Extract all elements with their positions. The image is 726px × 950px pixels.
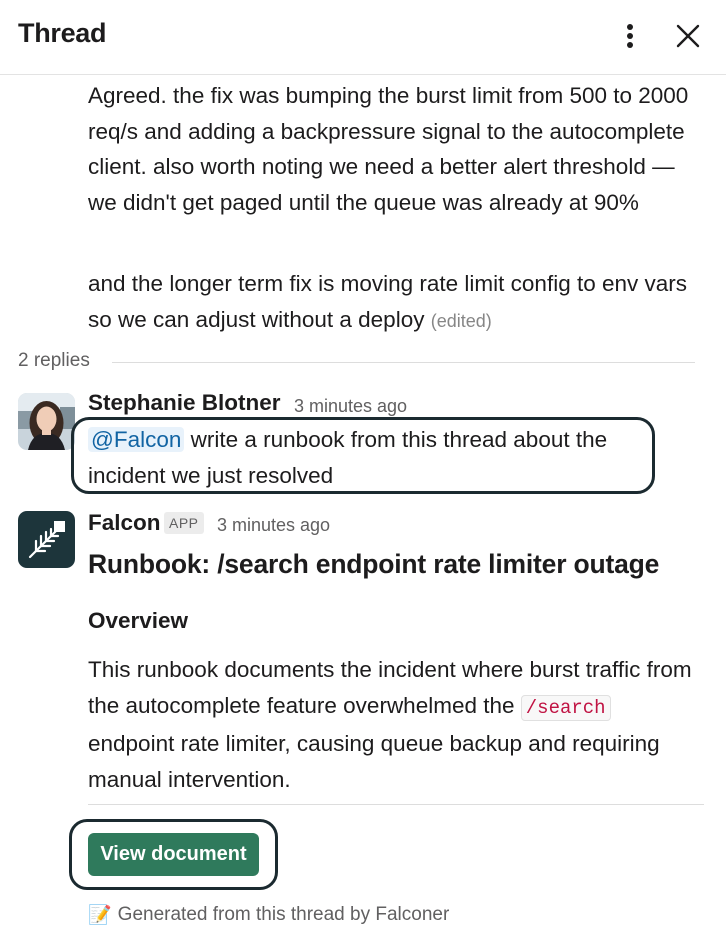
footer-text: Generated from this thread by Falconer	[117, 904, 450, 925]
sender-name[interactable]: Falcon	[88, 510, 161, 535]
message-paragraph: Agreed. the fix was bumping the burst limit from 500 to 2000 req/s and adding a backpressure signal to the autocomplete client. also worth noting we need a better alert threshold — we didn't get paged until the queue was already at 90%	[88, 83, 689, 215]
avatar[interactable]	[18, 393, 75, 450]
timestamp[interactable]: 3 minutes ago	[294, 396, 408, 416]
message-text-line1: write a runbook from this thread about the	[190, 427, 608, 452]
app-badge: APP	[164, 512, 204, 534]
overview-text: This runbook documents the incident where burst traffic from the autocomplete feature overwhelmed the	[88, 657, 692, 718]
inline-code: /search	[521, 695, 611, 721]
close-icon[interactable]	[670, 18, 706, 54]
timestamp[interactable]: 3 minutes ago	[217, 515, 331, 535]
replies-divider	[112, 362, 695, 363]
thread-title: Thread	[18, 18, 107, 48]
section-heading: Overview	[88, 608, 189, 633]
sender-name[interactable]: Stephanie Blotner	[88, 390, 281, 415]
message-text-line2: incident we just resolved	[88, 462, 334, 488]
falcon-avatar[interactable]	[18, 511, 75, 568]
replies-count: 2 replies	[18, 350, 90, 371]
highlight-outline	[71, 417, 655, 494]
overview-text: endpoint rate limiter, causing queue backup and requiring manual intervention.	[88, 731, 660, 792]
mention-falcon[interactable]: @Falcon	[88, 427, 184, 452]
vertical-ellipsis-icon[interactable]	[612, 18, 648, 54]
message-paragraph	[88, 266, 703, 339]
attachment-divider	[88, 804, 704, 805]
message-text: and the longer term fix is moving rate limit config to env vars so we can adjust without a deploy	[88, 271, 688, 332]
thread-header	[0, 0, 726, 75]
document-title: Runbook: /search endpoint rate limiter outage	[88, 549, 660, 579]
edited-label: (edited)	[430, 310, 492, 331]
overview-paragraph	[88, 652, 703, 797]
highlight-outline	[69, 819, 278, 890]
view-document-button[interactable]: View document	[88, 833, 259, 876]
footer-note	[88, 903, 449, 927]
memo-icon: 📝	[88, 905, 112, 926]
